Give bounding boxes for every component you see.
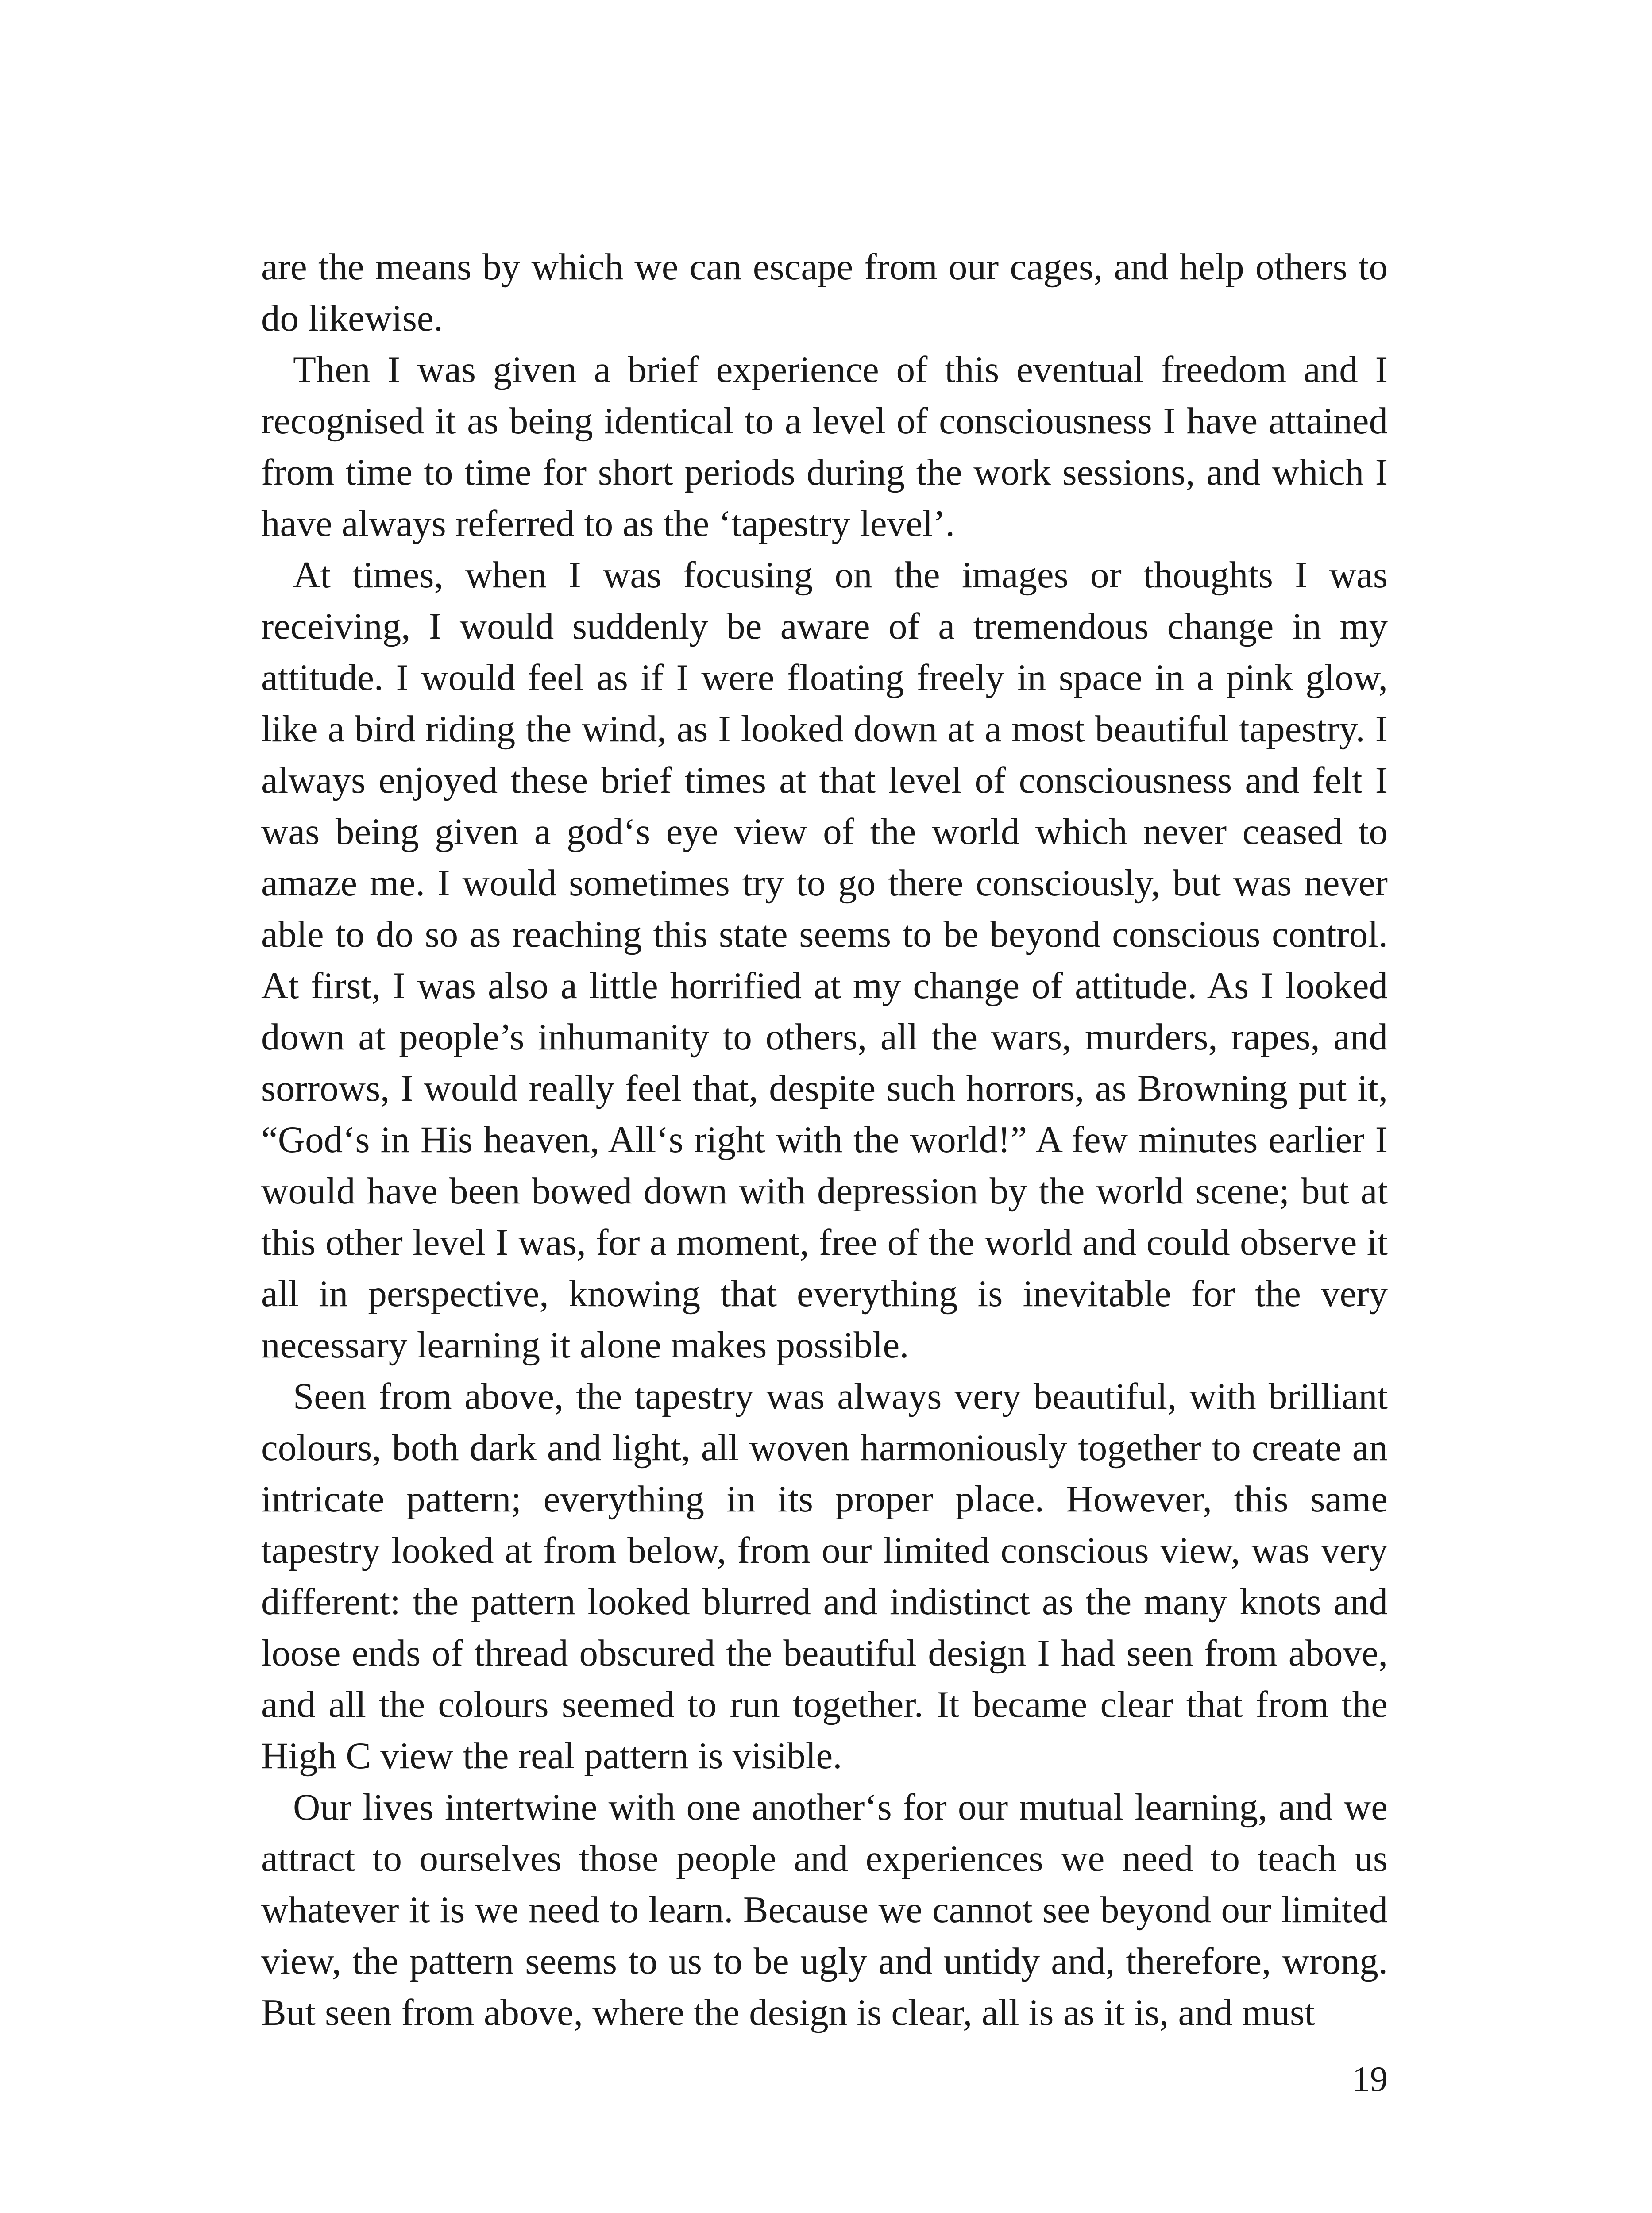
paragraph-seen-from-above: Seen from above, the tapestry was always very beautiful, with brilliant colours, both dark and light, all woven harmoniously together to create an intricate pattern; everything in its proper place. However, this same tapestry looked at from below, from our limited conscious view, was very different: the pattern looked blurred and indistinct as the many knots and loose ends of thread obscured the beautiful design I had seen from above, and all the colours seemed to run together. It became clear that from the High C view the real pattern is visible. — [261, 1376, 1388, 1777]
paragraph-continuation: are the means by which we can escape from our cages, and help others to do likewise. — [261, 246, 1388, 339]
paragraph-at-times: At times, when I was focusing on the images or thoughts I was receiving, I would suddenly be aware of a tremendous change in my attitude. I would feel as if I were floating freely in space in a pink glow, like a bird riding the wind, as I looked down at a most beautiful tapestry. I always enjoyed these brief times at that level of consciousness and felt I was being given a god‘s eye view of the world which never ceased to amaze me. I would sometimes try to go there consciously, but was never able to do so as reaching this state seems to be beyond conscious control. At first, I was also a little horrified at my change of attitude. As I looked down at people’s inhumanity to others, all the wars, murders, rapes, and sorrows, I would really feel that, despite such horrors, as Browning put it, “God‘s in His heaven, All‘s right with the world!” A few minutes earlier I would have been bowed down with depression by the world scene; but at this other level I was, for a moment, free of the world and could observe it all in perspective, knowing that everything is inevitable for the very necessary learning it alone makes possible. — [261, 554, 1388, 1366]
paragraph-tapestry-level: Then I was given a brief experience of this eventual freedom and I recognised it as being identical to a level of consciousness I have attained from time to time for short periods during the work sessions, and which I have always referred to as the ‘tapestry level’. — [261, 349, 1388, 544]
body-text — [261, 241, 1388, 2038]
page-number: 19 — [1352, 2060, 1388, 2099]
paragraph-lives-intertwine: Our lives intertwine with one another‘s for our mutual learning, and we attract to ourselves those people and experiences we need to teach us whatever it is we need to learn. Because we cannot see beyond our limited view, the pattern seems to us to be ugly and untidy and, therefore, wrong. But seen from above, where the design is clear, all is as it is, and must — [261, 1786, 1388, 2033]
